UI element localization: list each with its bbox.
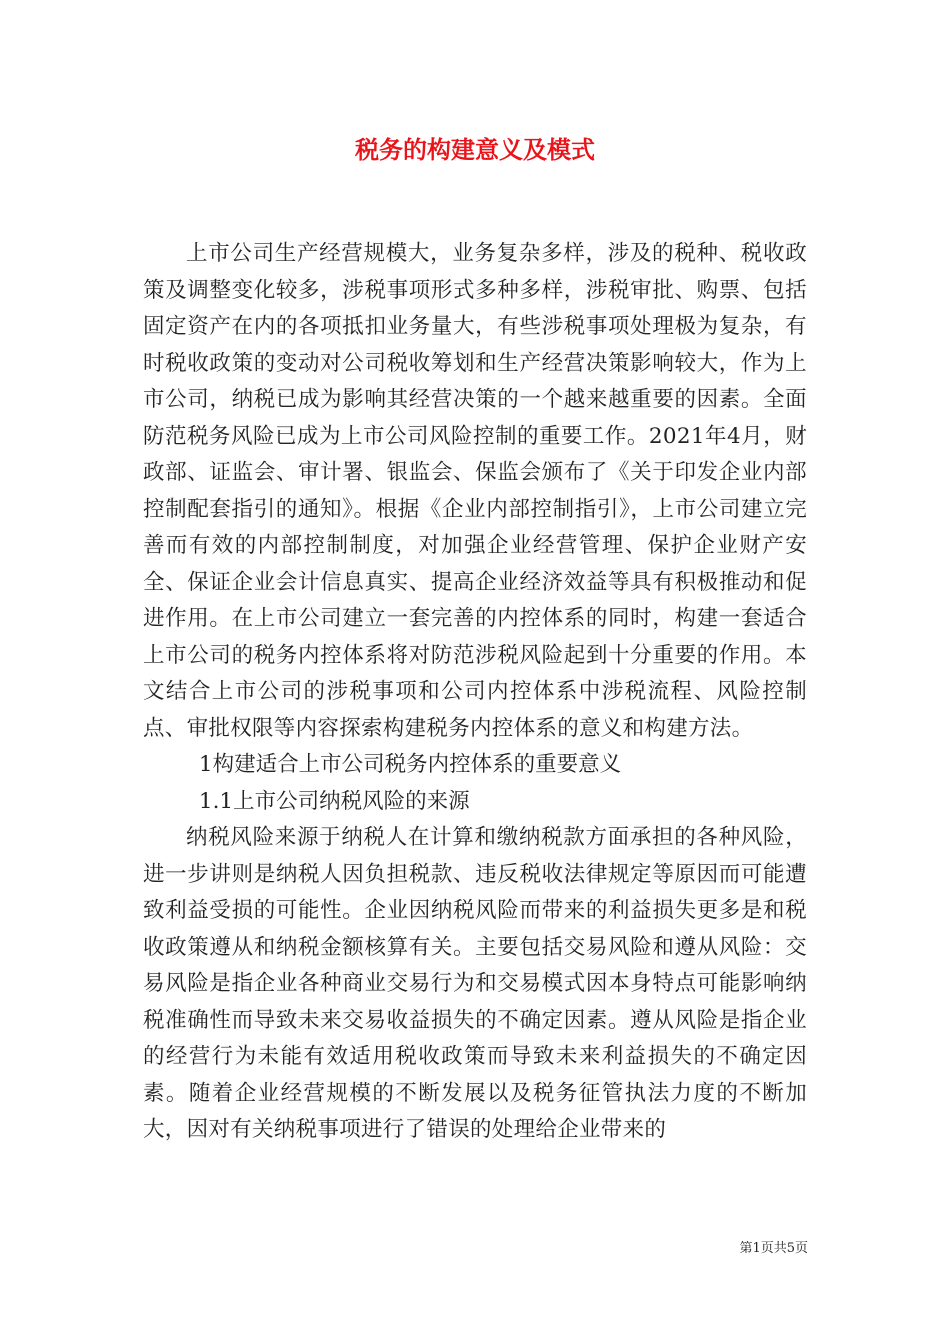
section-heading-1: 1构建适合上市公司税务内控体系的重要意义 (198, 752, 622, 777)
page-number: 第1页共5页 (739, 1241, 808, 1256)
section-heading-1-1: 1.1上市公司纳税风险的来源 (198, 788, 470, 814)
paragraph-tax-risk-source: 纳税风险来源于纳税人在计算和缴纳税款方面承担的各种风险，进一步讲则是纳税人因负担税款、违反税收法律规定等原因而可能遭致利益受损的可能性。企业因纳税风险而带来的利益损失更多是和税收政策遵从和纳税金额核算有关。主要包括交易风险和遵从风险：交易风险是指企业各种商业交易行为和交易模式因本身特点可能影响纳税准确性而导致未来交易收益损失的不确定因素。遵从风险是指企业的经营行为未能有效适用税收政策而导致未来利益损失的不确定因素。随着企业经营规模的不断发展以及税务征管执法力度的不断加大，因对有关纳税事项进行了错误的处理给企业带来的 (143, 825, 807, 1142)
document-title: 税务的构建意义及模式 (355, 135, 595, 164)
paragraph-intro: 上市公司生产经营规模大，业务复杂多样，涉及的税种、税收政策及调整变化较多，涉税事项形式多种多样，涉税审批、购票、包括固定资产在内的各项抵扣业务量大，有些涉税事项处理极为复杂，有时税收政策的变动对公司税收筹划和生产经营决策影响较大，作为上市公司，纳税已成为影响其经营决策的一个越来越重要的因素。全面防范税务风险已成为上市公司风险控制的重要工作。2021年4月，财政部、证监会、审计署、银监会、保监会颁布了《关于印发企业内部控制配套指引的通知》。根据《企业内部控制指引》，上市公司建立完善而有效的内部控制制度，对加强企业经营管理、保护企业财产安全、保证企业会计信息真实、提高企业经济效益等具有积极推动和促进作用。在上市公司建立一套完善的内控体系的同时，构建一套适合上市公司的税务内控体系将对防范涉税风险起到十分重要的作用。本文结合上市公司的涉税事项和公司内控体系中涉税流程、风险控制点、审批权限等内容探索构建税务内控体系的意义和构建方法。 (143, 241, 807, 741)
document-body (143, 236, 807, 1149)
